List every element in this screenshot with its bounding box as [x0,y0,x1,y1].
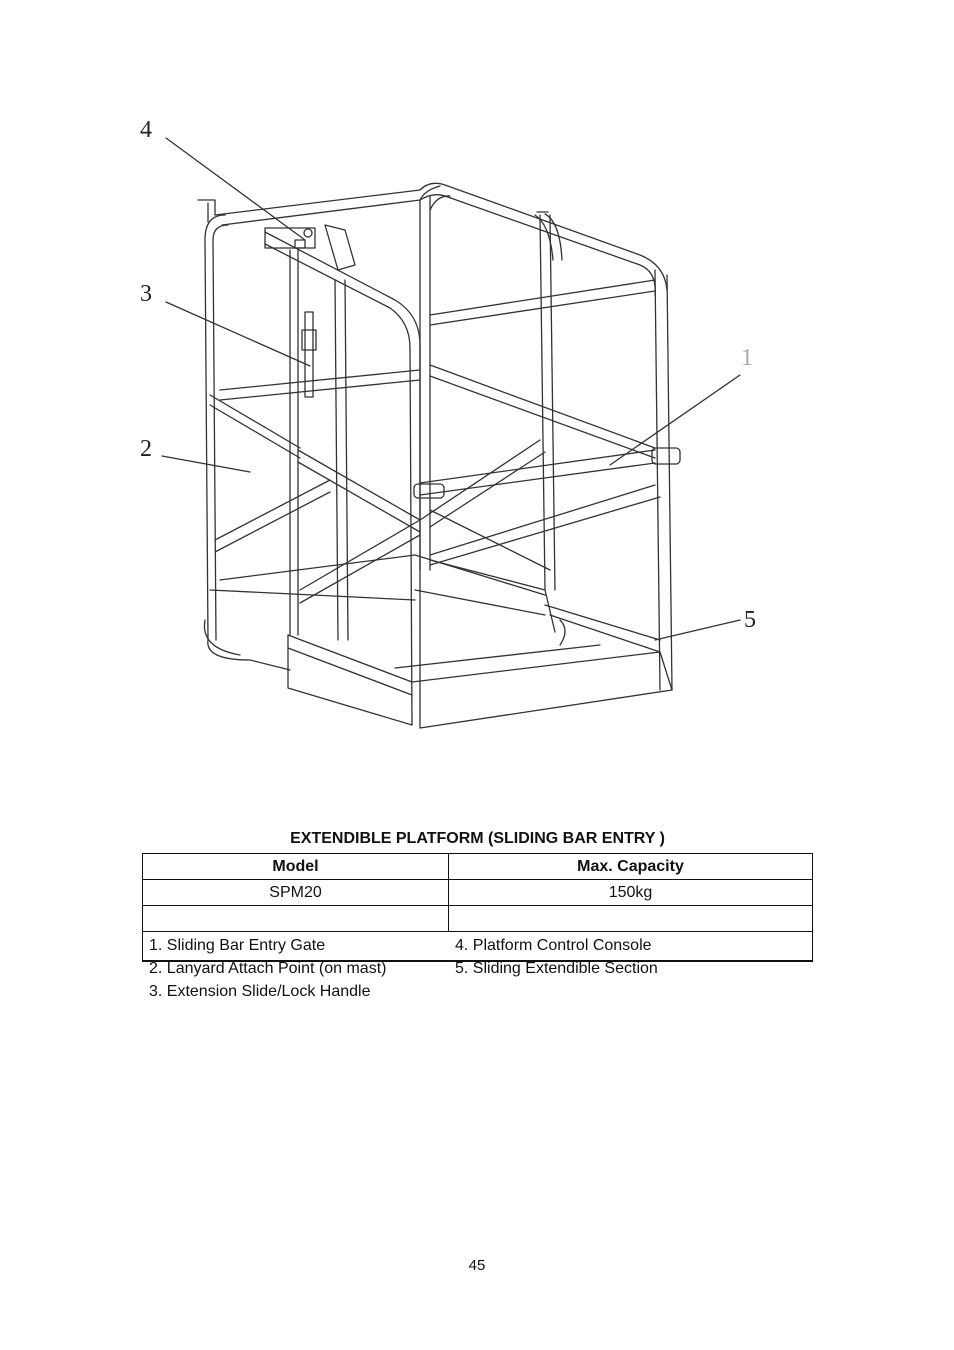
cell-model: SPM20 [143,880,449,906]
legend-item-5: 5. Sliding Extendible Section [455,960,658,977]
table-title: EXTENDIBLE PLATFORM (SLIDING BAR ENTRY ) [290,830,665,847]
leader-line-5 [655,620,740,640]
table-row [143,880,813,906]
cell-capacity: 150kg [449,880,813,906]
table-header-row [143,854,813,880]
callout-4: 4 [140,117,152,143]
callout-5: 5 [744,607,756,633]
legend-item-2: 2. Lanyard Attach Point (on mast) [149,960,387,977]
table-row-blank [143,906,813,932]
leader-line-3 [166,302,310,366]
callout-1: 1 [741,345,753,371]
header-model: Model [143,854,449,880]
leader-line-4 [166,138,305,240]
legend-item-4: 4. Platform Control Console [455,937,652,954]
page-number: 45 [468,1257,486,1274]
header-max-capacity: Max. Capacity [449,854,813,880]
legend-row [143,932,813,962]
callout-2: 2 [140,436,152,462]
cell-blank-2 [449,906,813,932]
callout-3: 3 [140,281,152,307]
legend-item-1: 1. Sliding Bar Entry Gate [149,937,326,954]
spec-table [142,853,813,1000]
legend-cell [143,932,813,1000]
cell-blank-1 [143,906,449,932]
legend-item-3: 3. Extension Slide/Lock Handle [149,983,371,1000]
leader-line-1 [610,375,740,465]
